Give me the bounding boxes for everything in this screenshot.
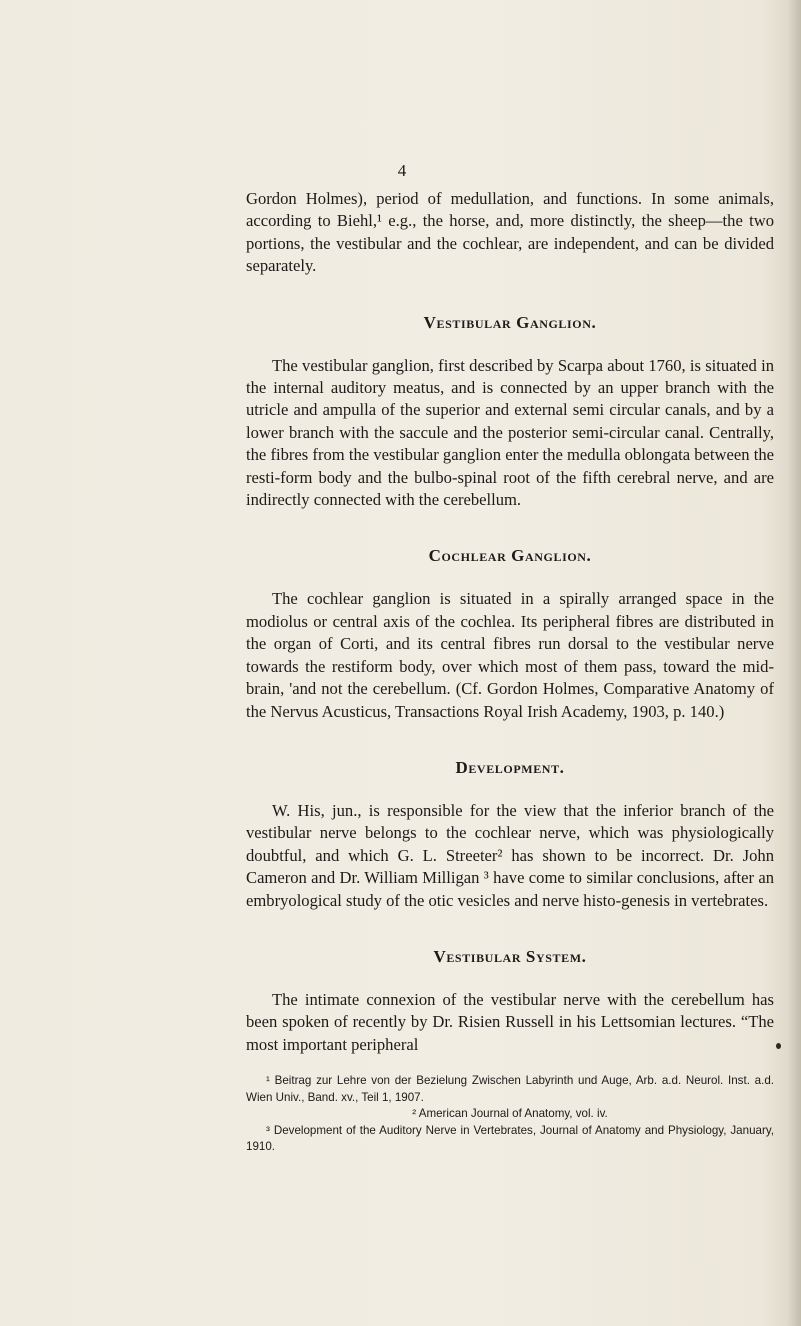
- page-number: 4: [397, 161, 407, 180]
- page-body: [246, 188, 774, 1156]
- heading-development: Development.: [455, 757, 565, 777]
- heading-cochlear-ganglion: Cochlear Ganglion.: [428, 546, 592, 566]
- footnote-1: ¹ Beitrag zur Lehre von der Bezielung Zwischen Labyrinth und Auge, Arb. a.d. Neurol. Inst. a.d. Wien Univ., Band. xv., Teil 1, 1907.: [246, 1074, 774, 1104]
- footnotes: [246, 1073, 774, 1156]
- paragraph-vestibular-system: The intimate connexion of the vestibular nerve with the cerebellum has been spoken of recently by Dr. Risien Russell in his Lettsomian lectures. “The most important peripheral: [246, 989, 774, 1054]
- paragraph-continuation: Gordon Holmes), period of medullation, and functions. In some animals, according to Biehl,¹ e.g., the horse, and, more distinctly, the sheep—the two portions, the vestibular and the cochlear, are independent, and can be divided separately.: [246, 189, 774, 276]
- paragraph-development: W. His, jun., is responsible for the view that the inferior branch of the vestibular nerve belongs to the cochlear nerve, which was physiologically doubtful, and which G. L. Streeter² has shown to be incorrect. Dr. John Cameron and Dr. William Milligan ³ have come to similar conclusions, after an embryological study of the otic vesicles and nerve histo-genesis in vertebrates.: [246, 800, 774, 910]
- page-edge-shadow: [787, 0, 801, 1326]
- paragraph-cochlear-ganglion: The cochlear ganglion is situated in a spirally arranged space in the modiolus or central axis of the cochlea. Its peripheral fibres are distributed in the organ of Corti, and its central fibres run dorsal to the vestibular nerve towards the restiform body, over which most of them pass, toward the mid-brain, 'and not the cerebellum. (Cf. Gordon Holmes, Comparative Anatomy of the Nervus Acusticus, Transactions Royal Irish Academy, 1903, p. 140.): [246, 589, 774, 721]
- footnote-2: ² American Journal of Anatomy, vol. iv.: [412, 1107, 608, 1121]
- margin-ink-dot: [776, 1043, 781, 1049]
- heading-vestibular-ganglion: Vestibular Ganglion.: [423, 312, 597, 332]
- heading-vestibular-system: Vestibular System.: [433, 946, 587, 966]
- footnote-3: ³ Development of the Auditory Nerve in Vertebrates, Journal of Anatomy and Physiology, January, 1910.: [246, 1123, 774, 1154]
- paragraph-vestibular-ganglion: The vestibular ganglion, first described by Scarpa about 1760, is situated in the internal auditory meatus, and is connected by an upper branch with the utricle and ampulla of the superior and external semi circular canals, and by a lower branch with the saccule and the posterior semi-circular canal. Centrally, the fibres from the vestibular ganglion enter the medulla oblongata between the resti-form body and the bulbo-spinal root of the fifth cerebral nerve, and are indirectly connected with the cerebellum.: [246, 355, 774, 510]
